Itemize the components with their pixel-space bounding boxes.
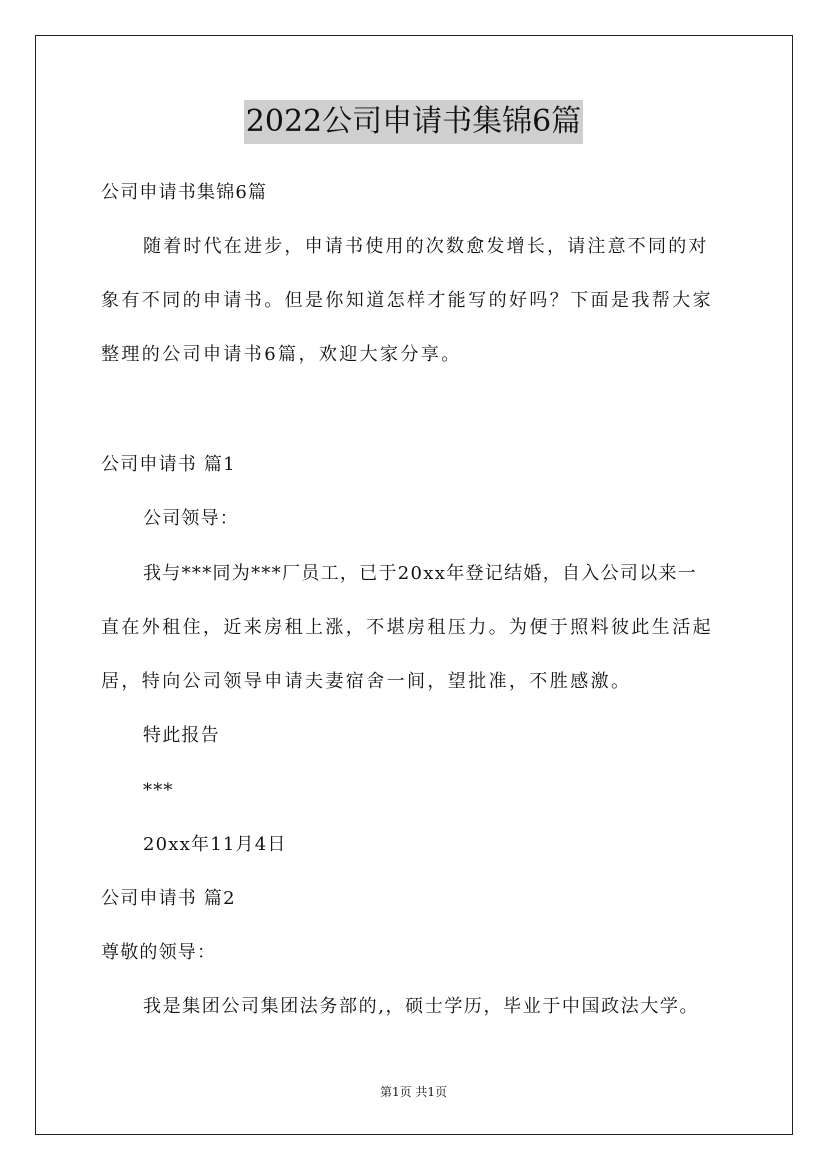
page-footer: 第1页 共1页 (379, 1085, 448, 1099)
section-1-heading: 公司申请书 篇1 (101, 454, 236, 475)
intro-line-1: 随着时代在进步，申请书使用的次数愈发增长，请注意不同的对 (143, 236, 709, 257)
intro-line-2: 象有不同的申请书。但是你知道怎样才能写的好吗？下面是我帮大家 (101, 290, 713, 311)
section-2-heading: 公司申请书 篇2 (101, 888, 236, 909)
section-1-body-line-3: 居，特向公司领导申请夫妻宿舍一间，望批准，不胜感激。 (101, 671, 632, 692)
section-1-body-line-1: 我与***同为***厂员工，已于20xx年登记结婚，自入公司以来一 (143, 563, 698, 584)
section-1-body-line-2: 直在外租住，近来房租上涨，不堪房租压力。为便于照料彼此生活起 (101, 617, 713, 638)
title-container (0, 100, 827, 144)
section-1-signature: *** (143, 780, 174, 801)
section-2-body-line-1: 我是集团公司集团法务部的,，硕士学历，毕业于中国政法大学。 (143, 996, 700, 1017)
section-1-salutation: 公司领导： (143, 508, 239, 529)
section-1-date: 20xx年11月4日 (143, 834, 287, 855)
intro-line-3: 整理的公司申请书6篇，欢迎大家分享。 (101, 344, 462, 365)
section-2-salutation: 尊敬的领导： (101, 942, 217, 963)
section-1-closing: 特此报告 (143, 725, 220, 746)
document-subtitle: 公司申请书集锦6篇 (101, 182, 268, 203)
document-title: 2022公司申请书集锦6篇 (244, 100, 583, 144)
